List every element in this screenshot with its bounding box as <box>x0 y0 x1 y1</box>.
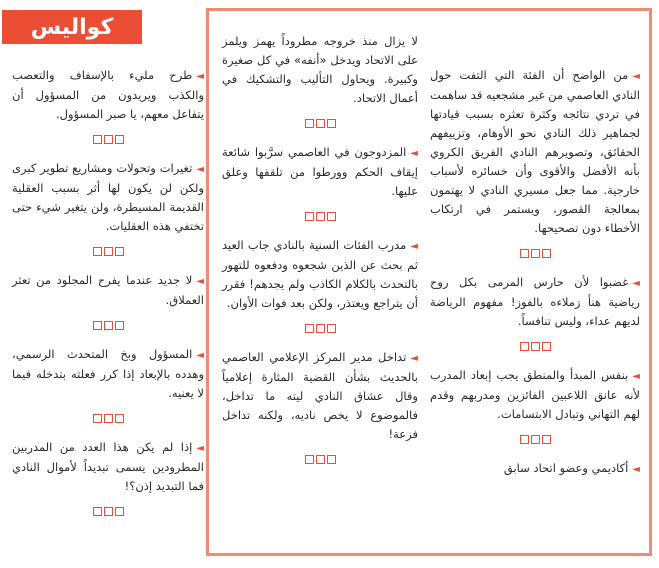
column-left <box>12 66 204 531</box>
news-item: ◄من الواضح أن الفئة التي التفت حول النادي العاصمي من غير مشجعيه قد ساهمت في تردي نتائجه وكثرة تعثره بسبب قيادتها لجماهير ذلك النادي نحو الأوهام، وتزييفهم الحقائق، وتصويرهم النادي الفريق الكروي بأنه الأفضل والأقوى وأن خسائره لأسباب خارجية. مما جعل مسيري النادي لا يهتمون بمعالجة القصور، ويستمر في ارتكاب الأخطاء دون تصحيحها. <box>430 68 640 235</box>
bullet-arrow-icon: ◄ <box>410 353 418 364</box>
bullet-arrow-icon: ◄ <box>632 464 640 475</box>
separator <box>222 452 418 471</box>
separator <box>430 339 640 358</box>
bullet-arrow-icon: ◄ <box>196 71 204 82</box>
news-item: ◄أكاديمي وعضو اتحاد سابق <box>503 461 640 475</box>
bullet-arrow-icon: ◄ <box>196 164 204 175</box>
separator <box>430 246 640 265</box>
separator <box>12 318 204 337</box>
separator <box>430 432 640 451</box>
separator <box>12 244 204 263</box>
news-item: ◄تغيرات وتحولات ومشاريع تطوير كبرى ولكن لن يكون لها أثر بسبب العقلية القديمة المسيطرة، ولن يتغير شيء حتى تختفي هذه العقليات. <box>12 161 204 233</box>
bullet-arrow-icon: ◄ <box>196 276 204 287</box>
column-right <box>430 66 640 479</box>
bullet-arrow-icon: ◄ <box>632 278 640 289</box>
news-item: ◄لا جديد عندما يفرح المجلود من تعثر العملاق. <box>12 273 204 307</box>
bullet-arrow-icon: ◄ <box>410 148 418 159</box>
separator <box>12 132 204 151</box>
bullet-arrow-icon: ◄ <box>410 241 418 252</box>
news-item: ◄إذا لم يكن هذا العدد من المدربين المطرودين يسمى تبديداً لأموال النادي فما التبديد إذن؟! <box>12 440 204 493</box>
news-item: ◄بنفس المبدأ والمنطق يجب إبعاد المدرب لأنه عانق اللاعبين الفائزين ومدربهم وقدم لهم التهاني وتبادل الابتسامات. <box>430 368 640 421</box>
news-item: ◄مدرب الفئات السنية بالنادي جاب العيد ثم بحث عن الذين شجعوه ودفعوه للتهور بالتحدث بالكلام الكاذب ولم يجدهم! فقرر أن يتراجع ويعتذر، ولكن بعد فوات الأوان. <box>222 238 418 310</box>
news-item: لا يزال منذ خروجه مطروداً يهمز ويلمز على الاتحاد ويدخل «أنفه» في كل صغيرة وكبيرة. ويحاول التأليب والتشكيك في أعمال الاتحاد. <box>222 34 418 105</box>
separator <box>12 504 204 523</box>
separator <box>222 321 418 340</box>
section-title: كواليس <box>2 10 142 44</box>
news-item: ◄غضبوا لأن حارس المرمى بكل روح رياضية هنأ زملاءه بالفوز! مفهوم الرياضة لديهم عداء، وليس تنافساً. <box>430 275 640 328</box>
bullet-arrow-icon: ◄ <box>632 371 640 382</box>
separator <box>12 411 204 430</box>
news-item: ◄المسؤول وبخ المتحدث الرسمي، وهدده بالإبعاد إذا كرر فعلته بتدخله فيما لا يعنيه. <box>12 347 204 400</box>
bullet-arrow-icon: ◄ <box>196 350 204 361</box>
bullet-arrow-icon: ◄ <box>196 443 204 454</box>
bullet-arrow-icon: ◄ <box>632 71 640 82</box>
separator <box>222 116 418 135</box>
news-item: ◄المزدوجون في العاصمي سرَّبوا شائعة إيقاف الحكم وورطوا من تلقفها وعلق عليها. <box>222 145 418 198</box>
column-middle <box>222 32 418 479</box>
news-item: ◄طرح مليء بالإسفاف والتعصب والكذب ويريدون من المسؤول أن يتفاعل معهم، يا صبر المسؤول. <box>12 68 204 121</box>
news-item: ◄تداخل مدير المركز الإعلامي العاصمي بالحديث بشأن القضية المثارة إعلامياً وقال عشاق النادي ليته ما تداخل، فالموضوع لا يخص ناديه، ولكنه تداخل فزعة! <box>222 350 418 441</box>
separator <box>222 209 418 228</box>
